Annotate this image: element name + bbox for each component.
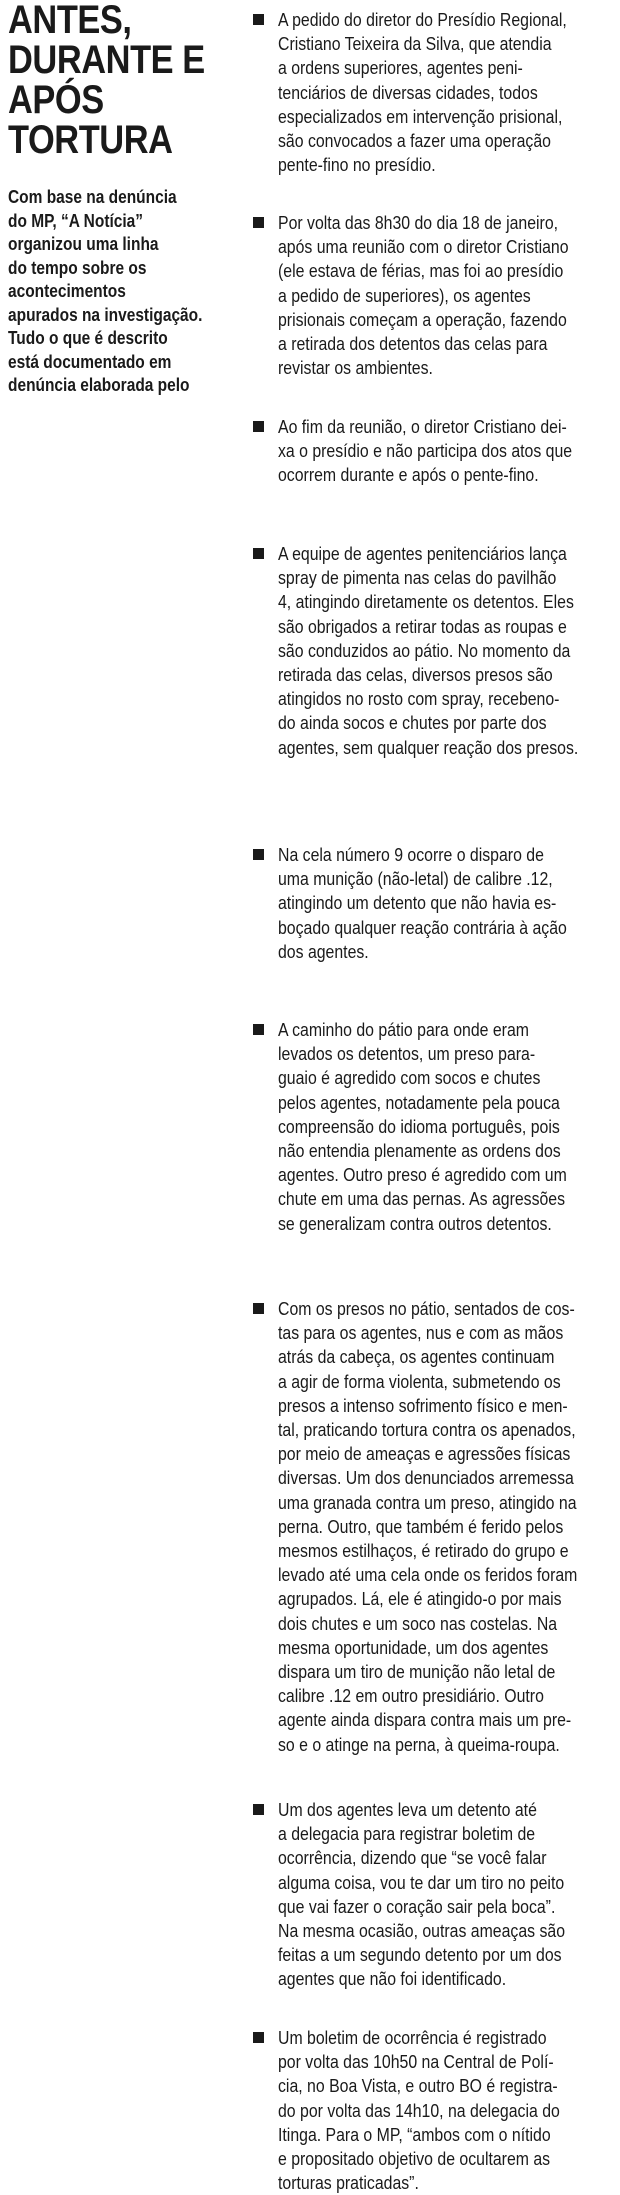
intro-line: do MP, “A Notícia”	[8, 210, 144, 231]
timeline-item-text	[278, 2026, 560, 2195]
text-line: mesma oportunidade, um dos agentes	[278, 1637, 549, 1658]
intro-line: do tempo sobre os	[8, 257, 147, 278]
text-line: são convocados a fazer uma operação	[278, 131, 551, 152]
text-line: spray de pimenta nas celas do pavilhão	[278, 568, 557, 589]
text-line: Um dos agentes leva um detento até	[278, 1800, 537, 1820]
timeline-item-text	[278, 542, 578, 760]
intro-line: está documentado em	[8, 351, 172, 372]
text-line: mesmos estilhaços, é retirado do grupo e	[278, 1541, 569, 1562]
text-line: não entendia plenamente as ordens dos	[278, 1141, 561, 1162]
text-line: atingindo um detento que não havia es-	[278, 893, 557, 914]
text-line: são obrigados a retirar todas as roupas e	[278, 616, 567, 637]
text-line: tenciários de diversas cidades, todos	[278, 82, 538, 103]
text-line: e propositado objetivo de ocultarem as	[278, 2149, 551, 2170]
text-line: ocorrência, dizendo que “se você falar	[278, 1848, 547, 1869]
text-line: agrupados. Lá, ele é atingido-o por mais	[278, 1589, 562, 1610]
text-line: atingidos no rosto com spray, recebeno-	[278, 689, 560, 710]
timeline-item-text	[278, 1297, 577, 1757]
text-line: Na mesma ocasião, outras ameaças são	[278, 1921, 566, 1942]
text-line: por volta das 10h50 na Central de Polí-	[278, 2052, 554, 2073]
text-line: dispara um tiro de munição não letal de	[278, 1662, 556, 1683]
text-line: A pedido do diretor do Presídio Regional,	[278, 10, 567, 30]
timeline-item-text	[278, 211, 569, 380]
text-line: A caminho do pátio para onde eram	[278, 1020, 529, 1040]
text-line: guaio é agredido com socos e chutes	[278, 1068, 541, 1089]
text-line: Por volta das 8h30 do dia 18 de janeiro,	[278, 213, 559, 233]
text-line: agente ainda dispara contra mais um pre-	[278, 1710, 572, 1731]
text-line: presos a intenso sofrimento físico e men-	[278, 1395, 568, 1416]
text-line: feitas a um segundo detento por um dos	[278, 1945, 562, 1966]
text-line: levados os detentos, um preso para-	[278, 1044, 536, 1065]
square-bullet-icon	[253, 1024, 264, 1035]
text-line: xa o presídio e não participa dos atos que	[278, 441, 573, 462]
text-line: uma granada contra um preso, atingido na	[278, 1492, 577, 1513]
text-line: revistar os ambientes.	[278, 358, 433, 379]
text-line: A equipe de agentes penitenciários lança	[278, 544, 567, 564]
text-line: tal, praticando tortura contra os apenados,	[278, 1420, 576, 1441]
text-line: chute em uma das pernas. As agressões	[278, 1189, 566, 1210]
text-line: agentes, sem qualquer reação dos presos.	[278, 737, 579, 758]
text-line: alguma coisa, vou te dar um tiro no peito	[278, 1872, 565, 1893]
timeline-item-text	[278, 415, 572, 488]
text-line: so e o atinge na perna, à queima-roupa.	[278, 1734, 560, 1755]
text-line: a retirada dos detentos das celas para	[278, 334, 548, 355]
intro-line: Tudo o que é descrito	[8, 328, 168, 348]
text-line: diversas. Um dos denunciados arremessa	[278, 1468, 574, 1489]
text-line: por meio de ameaças e agressões físicas	[278, 1444, 571, 1465]
text-line: a agir de forma violenta, submetendo os	[278, 1371, 561, 1392]
text-line: do por volta das 14h10, na delegacia do	[278, 2100, 560, 2121]
square-bullet-icon	[253, 1804, 264, 1815]
headline-line: DURANTE E	[8, 38, 205, 82]
text-line: calibre .12 em outro presidiário. Outro	[278, 1686, 544, 1707]
text-line: tas para os agentes, nus e com as mãos	[278, 1323, 564, 1344]
intro-line: Com base na denúncia	[8, 187, 177, 207]
text-line: a ordens superiores, agentes peni-	[278, 58, 523, 79]
text-line: são conduzidos ao pátio. No momento da	[278, 640, 571, 661]
timeline-item-text	[278, 1018, 567, 1236]
text-line: pente-fino no presídio.	[278, 155, 436, 176]
text-line: Cristiano Teixeira da Silva, que atendia	[278, 34, 552, 55]
intro-line: acontecimentos	[8, 281, 126, 301]
text-line: Com os presos no pátio, sentados de cos-	[278, 1299, 575, 1319]
text-line: que vai fazer o coração sair pela boca”.	[278, 1896, 556, 1917]
square-bullet-icon	[253, 849, 264, 860]
square-bullet-icon	[253, 2032, 264, 2043]
text-line: Na cela número 9 ocorre o disparo de	[278, 845, 544, 865]
text-line: boçado qualquer reação contrária à ação	[278, 917, 567, 938]
timeline-item-text	[278, 8, 567, 177]
text-line: Ao fim da reunião, o diretor Cristiano dei-	[278, 417, 567, 437]
text-line: se generalizam contra outros detentos.	[278, 1213, 552, 1234]
text-line: atrás da cabeça, os agentes continuam	[278, 1347, 555, 1368]
headline-line: APÓS TORTURA	[8, 78, 173, 162]
square-bullet-icon	[253, 548, 264, 559]
square-bullet-icon	[253, 217, 264, 228]
text-line: agentes. Outro preso é agredido com um	[278, 1165, 567, 1186]
text-line: levado até uma cela onde os feridos foram	[278, 1565, 578, 1586]
text-line: Um boletim de ocorrência é registrado	[278, 2028, 547, 2048]
text-line: agentes que não foi identificado.	[278, 1969, 507, 1990]
timeline-item-text	[278, 843, 567, 964]
text-line: do ainda socos e chutes por parte dos	[278, 713, 547, 734]
text-line: cia, no Boa Vista, e outro BO é registra-	[278, 2076, 558, 2097]
headline-line: ANTES,	[8, 0, 132, 42]
text-line: pelos agentes, notadamente pela pouca	[278, 1092, 560, 1113]
square-bullet-icon	[253, 1303, 264, 1314]
text-line: perna. Outro, que também é ferido pelos	[278, 1516, 564, 1537]
text-line: torturas praticadas”.	[278, 2173, 419, 2194]
text-line: ocorrem durante e após o pente-fino.	[278, 465, 539, 486]
intro-paragraph	[8, 186, 206, 398]
text-line: 4, atingindo diretamente os detentos. Eles	[278, 592, 574, 613]
text-line: (ele estava de férias, mas foi ao presídio	[278, 261, 564, 282]
text-line: após uma reunião com o diretor Cristiano	[278, 237, 569, 258]
text-line: a pedido de superiores), os agentes	[278, 285, 531, 306]
timeline-item-text	[278, 1798, 565, 1992]
left-column	[8, 0, 228, 395]
intro-line: apurados na investigação.	[8, 304, 203, 325]
square-bullet-icon	[253, 14, 264, 25]
text-line: especializados em intervenção prisional,	[278, 106, 563, 127]
intro-line: organizou uma linha	[8, 234, 159, 254]
headline	[8, 0, 223, 160]
square-bullet-icon	[253, 421, 264, 432]
text-line: uma munição (não-letal) de calibre .12,	[278, 869, 553, 890]
text-line: retirada das celas, diversos presos são	[278, 665, 553, 686]
text-line: dois chutes e um soco nas costelas. Na	[278, 1613, 558, 1634]
text-line: prisionais começam a operação, fazendo	[278, 309, 567, 330]
text-line: compreensão do idioma português, pois	[278, 1116, 560, 1137]
text-line: Itinga. Para o MP, “ambos com o nítido	[278, 2124, 551, 2145]
intro-line: denúncia elaborada pelo	[8, 375, 190, 395]
text-line: dos agentes.	[278, 941, 369, 962]
text-line: a delegacia para registrar boletim de	[278, 1824, 536, 1845]
